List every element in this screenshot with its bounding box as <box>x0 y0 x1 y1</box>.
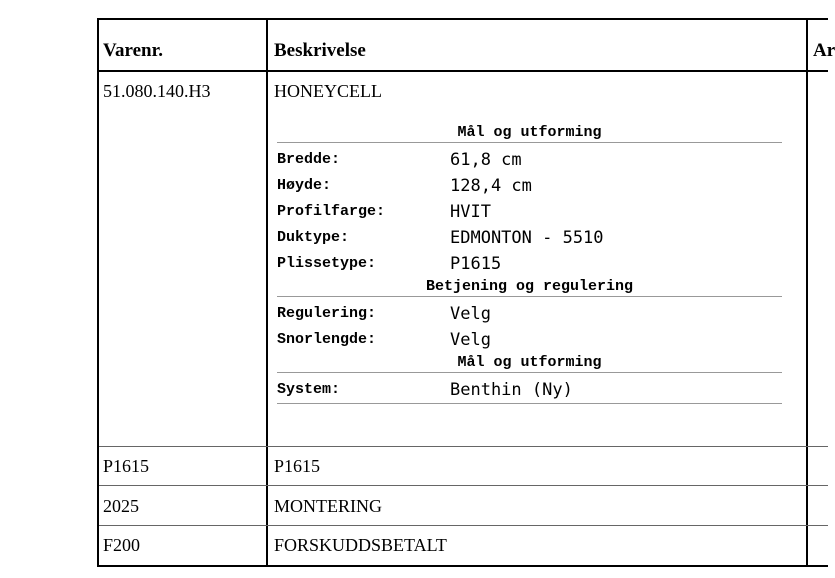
spec-label: Regulering: <box>277 305 377 322</box>
spec-row-snorlengde <box>277 327 782 353</box>
spec-label: Profilfarge: <box>277 203 386 220</box>
spec-section-title: Mål og utforming <box>277 353 782 373</box>
spec-row-regulering <box>277 301 782 327</box>
row-1-beskrivelse: HONEYCELL <box>274 81 382 101</box>
spec-row-duktype <box>277 225 782 251</box>
spec-value: Velg <box>450 304 491 324</box>
spec-value: P1615 <box>450 254 502 274</box>
spec-label: Snorlengde: <box>277 331 377 348</box>
header-varenr: Varenr. <box>103 40 164 61</box>
row-divider <box>99 525 828 526</box>
spec-value: Velg <box>450 330 491 350</box>
spec-row-bredde <box>277 147 782 173</box>
row-1-varenr: 51.080.140.H3 <box>103 81 211 101</box>
spec-row-hoyde <box>277 173 782 199</box>
product-spec-block <box>277 123 782 404</box>
spec-value: 128,4 cm <box>450 176 532 196</box>
spec-row-profilfarge <box>277 199 782 225</box>
spec-value: EDMONTON - 5510 <box>450 228 604 248</box>
header-divider <box>99 70 828 72</box>
header-beskrivelse: Beskrivelse <box>274 40 366 61</box>
spec-row-system <box>277 377 782 404</box>
spec-section-title: Mål og utforming <box>277 123 782 143</box>
row-4-beskrivelse: FORSKUDDSBETALT <box>274 535 447 555</box>
column-divider <box>806 20 808 565</box>
row-3-beskrivelse: MONTERING <box>274 496 382 516</box>
row-4-varenr: F200 <box>103 535 141 555</box>
header-antall: Ar <box>813 40 835 61</box>
row-2-varenr: P1615 <box>103 456 150 476</box>
spec-section-title: Betjening og regulering <box>277 277 782 297</box>
row-3-varenr: 2025 <box>103 496 139 516</box>
spec-label: Høyde: <box>277 177 332 194</box>
row-divider <box>99 446 828 447</box>
row-2-beskrivelse: P1615 <box>274 456 321 476</box>
order-lines-table <box>97 18 835 567</box>
spec-label: Plissetype: <box>277 255 377 272</box>
spec-row-plissetype <box>277 251 782 277</box>
row-divider <box>99 485 828 486</box>
spec-value: Benthin (Ny) <box>450 380 573 400</box>
spec-label: Bredde: <box>277 151 341 168</box>
spec-value: 61,8 cm <box>450 150 522 170</box>
spec-label: System: <box>277 381 341 398</box>
column-divider <box>266 20 268 565</box>
spec-label: Duktype: <box>277 229 350 246</box>
spec-value: HVIT <box>450 202 491 222</box>
